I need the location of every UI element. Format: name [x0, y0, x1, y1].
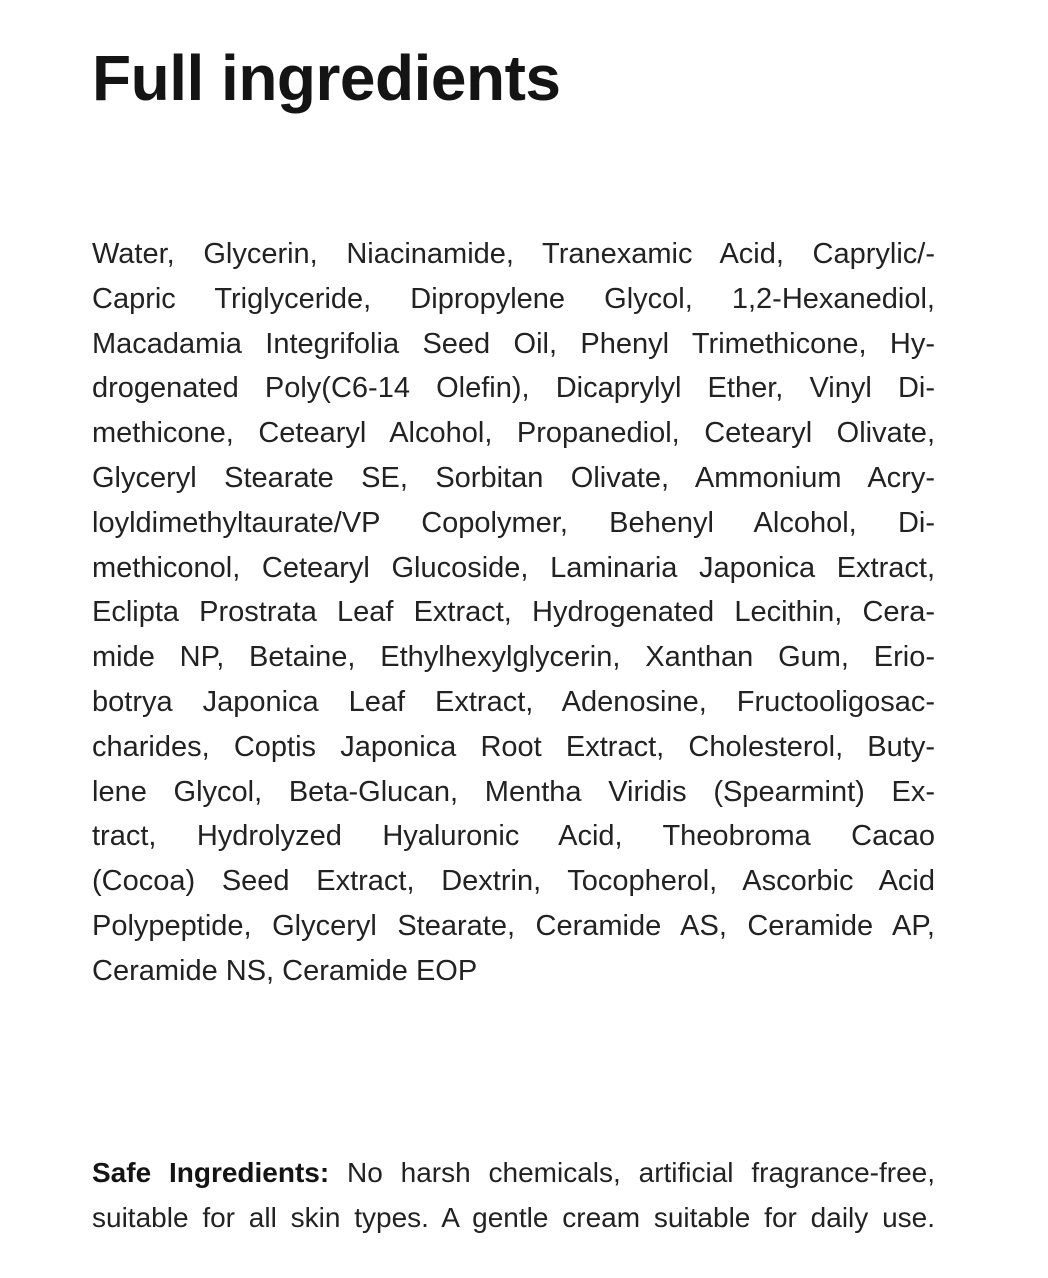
ingredients-line: Eclipta Prostrata Leaf Extract, Hydrogenated Lecithin, Cera-	[92, 596, 935, 629]
safe-ingredients-line-2	[92, 1195, 935, 1240]
safe-ingredients-text-1: No harsh chemicals, artificial fragrance-free,	[347, 1157, 935, 1188]
ingredients-line: botrya Japonica Leaf Extract, Adenosine, Fructooligosac-	[92, 685, 935, 718]
ingredients-line: Glyceryl Stearate SE, Sorbitan Olivate, Ammonium Acry-	[92, 461, 935, 494]
ingredients-line: methicone, Cetearyl Alcohol, Propanediol, Cetearyl Olivate,	[92, 417, 935, 450]
ingredients-line: charides, Coptis Japonica Root Extract, Cholesterol, Buty-	[92, 730, 935, 763]
ingredients-line: mide NP, Betaine, Ethylhexylglycerin, Xanthan Gum, Erio-	[92, 641, 935, 674]
safe-ingredients-note	[92, 1150, 935, 1240]
safe-ingredients-text-2: suitable for all skin types. A gentle cream suitable for daily use.	[92, 1202, 935, 1233]
ingredients-line: tract, Hydrolyzed Hyaluronic Acid, Theobroma Cacao	[92, 820, 935, 853]
page-title: Full ingredients	[92, 42, 561, 114]
safe-ingredients-label: Safe Ingredients:	[92, 1157, 330, 1188]
safe-ingredients-line-1	[92, 1150, 935, 1195]
ingredients-line: methiconol, Cetearyl Glucoside, Laminaria Japonica Extract,	[92, 551, 935, 584]
ingredients-list	[92, 232, 935, 994]
ingredients-line: Polypeptide, Glyceryl Stearate, Ceramide AS, Ceramide AP,	[92, 909, 935, 942]
ingredients-line: (Cocoa) Seed Extract, Dextrin, Tocopherol, Ascorbic Acid	[92, 865, 935, 898]
ingredients-line: drogenated Poly(C6-14 Olefin), Dicaprylyl Ether, Vinyl Di-	[92, 372, 935, 405]
ingredients-line: Water, Glycerin, Niacinamide, Tranexamic Acid, Caprylic/-	[92, 238, 935, 270]
ingredients-line: Ceramide NS, Ceramide EOP	[92, 954, 478, 987]
ingredients-line: Macadamia Integrifolia Seed Oil, Phenyl Trimethicone, Hy-	[92, 327, 935, 360]
ingredients-line: Capric Triglyceride, Dipropylene Glycol, 1,2-Hexanediol,	[92, 282, 935, 315]
ingredients-line: lene Glycol, Beta-Glucan, Mentha Viridis (Spearmint) Ex-	[92, 775, 935, 808]
ingredients-page	[92, 0, 935, 1278]
ingredients-line: loyldimethyltaurate/VP Copolymer, Behenyl Alcohol, Di-	[92, 506, 935, 539]
